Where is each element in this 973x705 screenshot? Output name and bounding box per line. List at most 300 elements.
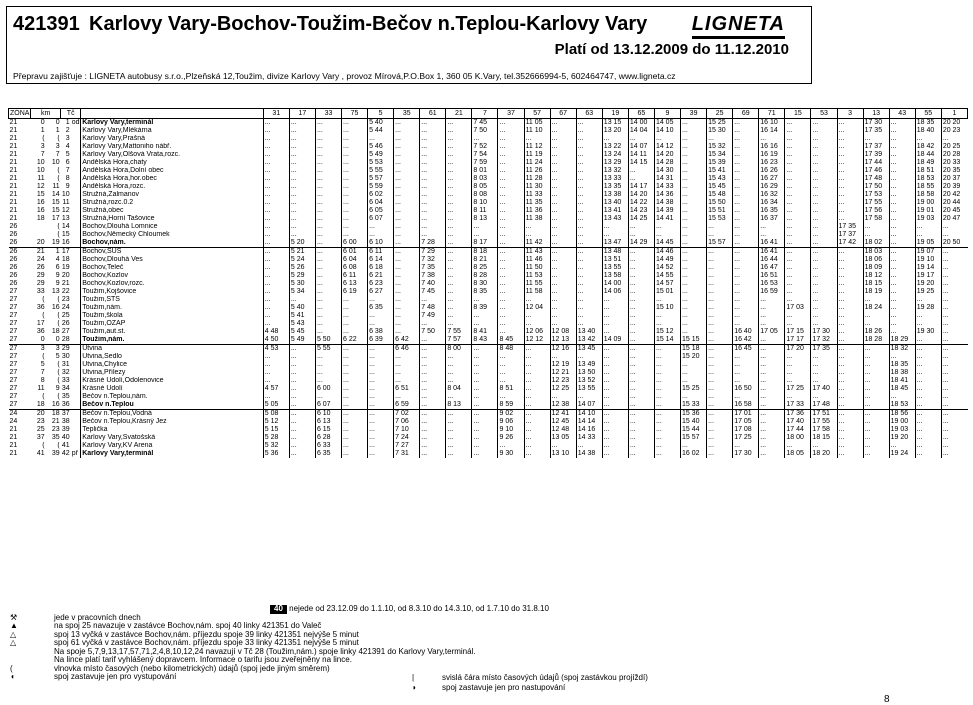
time-cell: ...: [837, 135, 863, 143]
zone-cell: 27: [9, 377, 18, 384]
time-cell: 7 24: [394, 434, 420, 442]
zone-cell: 21: [9, 183, 18, 190]
km-return-cell: 16: [46, 401, 61, 410]
time-cell: ...: [915, 353, 941, 361]
time-cell: 8 13: [446, 401, 472, 410]
time-cell: ...: [889, 231, 915, 239]
table-row: [9, 135, 968, 143]
time-cell: ...: [368, 296, 394, 304]
time-cell: ...: [420, 135, 446, 143]
time-cell: ...: [707, 353, 733, 361]
time-cell: ...: [759, 361, 785, 369]
time-cell: ...: [628, 418, 654, 426]
time-cell: ...: [628, 264, 654, 272]
time-cell: ...: [394, 191, 420, 199]
legend-symbol: △: [10, 629, 17, 639]
time-cell: 13 50: [576, 369, 602, 377]
time-cell: ...: [263, 296, 289, 304]
time-cell: 20 25: [941, 143, 967, 151]
table-row: [9, 353, 968, 361]
time-cell: ...: [576, 304, 602, 312]
time-cell: ...: [342, 207, 368, 215]
direction-cell: [71, 264, 81, 272]
tc-cell: 7: [65, 167, 70, 174]
time-cell: 17 20: [785, 345, 811, 354]
direction-cell: [71, 296, 81, 304]
zone-cell: 27: [9, 393, 18, 400]
time-cell: ...: [707, 280, 733, 288]
km-return-cell: 0: [55, 119, 60, 126]
time-cell: 20 45: [941, 207, 967, 215]
time-cell: 15 33: [681, 401, 707, 410]
time-cell: ...: [315, 119, 341, 128]
time-cell: 5 12: [263, 418, 289, 426]
direction-cell: [71, 191, 81, 199]
time-cell: 8 13: [472, 215, 498, 223]
table-row: [9, 215, 968, 223]
km-return-cell: 15: [51, 199, 60, 206]
time-cell: ...: [654, 401, 680, 410]
time-cell: 12 16: [550, 345, 576, 354]
time-cell: 18 20: [811, 450, 837, 458]
time-cell: 17 05: [733, 418, 759, 426]
time-cell: ...: [941, 223, 967, 231]
time-cell: 19 17: [915, 272, 941, 280]
time-cell: ...: [498, 442, 524, 450]
time-cell: ...: [602, 442, 628, 450]
time-cell: 17 53: [863, 191, 889, 199]
time-cell: ...: [394, 288, 420, 296]
time-cell: 5 49: [289, 336, 315, 345]
time-cell: ...: [837, 345, 863, 354]
time-cell: 6 10: [315, 410, 341, 419]
time-cell: ...: [446, 393, 472, 401]
stop-name: Útvina,Sedlo: [81, 353, 264, 361]
time-cell: ...: [420, 207, 446, 215]
time-cell: ...: [837, 191, 863, 199]
time-cell: ...: [446, 361, 472, 369]
km-cell: 26: [36, 264, 45, 271]
time-cell: ...: [941, 296, 967, 304]
time-cell: 6 07: [315, 401, 341, 410]
time-cell: ...: [628, 336, 654, 345]
time-cell: 19 00: [915, 199, 941, 207]
time-cell: 16 37: [759, 215, 785, 223]
stop-name: Karlovy Vary,Mlékárna: [81, 127, 264, 135]
time-cell: ...: [342, 450, 368, 458]
time-cell: 7 45: [420, 288, 446, 296]
time-cell: ...: [315, 264, 341, 272]
time-cell: ...: [394, 127, 420, 135]
time-cell: 17 35: [811, 345, 837, 354]
time-cell: 6 10: [368, 239, 394, 248]
time-cell: ...: [785, 377, 811, 385]
time-cell: ...: [315, 231, 341, 239]
time-cell: ...: [550, 442, 576, 450]
time-cell: ...: [733, 239, 759, 248]
time-cell: 7 50: [420, 328, 446, 336]
time-cell: ...: [628, 256, 654, 264]
km-cell: 8: [40, 377, 45, 384]
stop-name: Toužim,STS: [81, 296, 264, 304]
time-cell: 15 53: [707, 215, 733, 223]
time-cell: ...: [628, 377, 654, 385]
time-cell: ...: [941, 288, 967, 296]
time-cell: ...: [315, 151, 341, 159]
time-cell: ...: [576, 127, 602, 135]
time-cell: ...: [289, 159, 315, 167]
time-cell: 5 45: [289, 328, 315, 336]
time-cell: 6 00: [342, 239, 368, 248]
legend-text: svislá čára místo časových údajů (spoj zastávkou projíždí): [442, 673, 648, 682]
zone-cell: 27: [9, 361, 18, 368]
time-cell: ...: [368, 223, 394, 231]
km-return-cell: 23: [51, 426, 60, 433]
time-cell: 5 29: [289, 272, 315, 280]
stop-name: Bochov,Teleč: [81, 264, 264, 272]
time-cell: ...: [472, 345, 498, 354]
time-cell: ...: [654, 223, 680, 231]
time-cell: 7 48: [420, 304, 446, 312]
zone-cell: 26: [9, 248, 18, 255]
time-cell: ...: [889, 312, 915, 320]
time-cell: 13 52: [576, 377, 602, 385]
time-cell: 15 18: [681, 345, 707, 354]
time-cell: 14 41: [654, 215, 680, 223]
time-cell: ...: [889, 256, 915, 264]
time-cell: ...: [941, 401, 967, 410]
time-cell: ...: [263, 127, 289, 135]
time-cell: ...: [707, 377, 733, 385]
time-cell: ...: [576, 231, 602, 239]
table-row: [9, 320, 968, 328]
time-cell: 6 22: [342, 336, 368, 345]
time-cell: ...: [524, 223, 550, 231]
time-cell: ...: [420, 296, 446, 304]
time-cell: ...: [837, 175, 863, 183]
time-cell: ...: [315, 191, 341, 199]
time-cell: ...: [472, 296, 498, 304]
km-cell: 33: [36, 288, 45, 295]
time-cell: ...: [733, 175, 759, 183]
time-cell: 14 45: [654, 239, 680, 248]
time-cell: ...: [420, 231, 446, 239]
time-cell: 11 33: [524, 191, 550, 199]
time-cell: ...: [342, 175, 368, 183]
tc-cell: 24: [61, 304, 70, 311]
time-cell: ...: [576, 288, 602, 296]
time-cell: ...: [837, 426, 863, 434]
time-cell: ...: [420, 345, 446, 354]
tc-cell: 14: [61, 223, 70, 230]
time-cell: 8 01: [472, 167, 498, 175]
time-cell: ...: [654, 442, 680, 450]
direction-cell: [71, 377, 81, 385]
time-cell: ...: [498, 353, 524, 361]
stop-name: Bochov,Dlouhá Ves: [81, 256, 264, 264]
table-row: [9, 393, 968, 401]
km-return-cell: (: [57, 312, 60, 319]
time-cell: ...: [811, 135, 837, 143]
time-cell: 17 51: [811, 410, 837, 419]
time-cell: ...: [837, 361, 863, 369]
time-cell: ...: [368, 401, 394, 410]
time-cell: ...: [315, 207, 341, 215]
time-cell: ...: [472, 418, 498, 426]
time-cell: ...: [759, 304, 785, 312]
time-cell: ...: [446, 248, 472, 257]
time-cell: ...: [707, 231, 733, 239]
carrier-logo: LIGNETA: [692, 13, 785, 39]
stop-name: Karlovy Vary,Olšová Vrata,rozc.: [81, 151, 264, 159]
time-cell: ...: [394, 199, 420, 207]
time-cell: ...: [941, 353, 967, 361]
time-cell: 13 48: [602, 248, 628, 257]
direction-cell: [71, 183, 81, 191]
time-cell: 11 30: [524, 183, 550, 191]
direction-cell: [71, 151, 81, 159]
time-cell: 16 51: [759, 272, 785, 280]
time-cell: 16 41: [759, 239, 785, 248]
time-cell: ...: [811, 167, 837, 175]
stop-name: Bochov,nám.: [81, 239, 264, 248]
km-return-cell: (: [57, 369, 60, 376]
time-cell: 18 42: [915, 143, 941, 151]
time-cell: ...: [707, 288, 733, 296]
time-cell: 14 22: [628, 199, 654, 207]
time-cell: ...: [602, 231, 628, 239]
time-cell: 11 55: [524, 280, 550, 288]
time-cell: ...: [837, 288, 863, 296]
time-cell: ...: [342, 353, 368, 361]
table-row: [9, 328, 968, 336]
tc-cell: 21: [61, 280, 70, 287]
time-cell: ...: [315, 143, 341, 151]
time-cell: ...: [681, 143, 707, 151]
time-cell: 8 39: [472, 304, 498, 312]
time-cell: 17 25: [785, 385, 811, 393]
time-cell: 15 57: [707, 239, 733, 248]
time-cell: ...: [289, 385, 315, 393]
time-cell: ...: [837, 264, 863, 272]
time-cell: 18 53: [915, 175, 941, 183]
time-cell: ...: [498, 215, 524, 223]
time-cell: ...: [576, 264, 602, 272]
zone-cell: 26: [9, 223, 18, 230]
time-cell: ...: [785, 248, 811, 257]
table-row: [9, 167, 968, 175]
table-row: [9, 369, 968, 377]
table-row: [9, 361, 968, 369]
time-cell: 17 25: [733, 434, 759, 442]
time-cell: ...: [602, 345, 628, 354]
time-cell: ...: [315, 369, 341, 377]
time-cell: ...: [654, 426, 680, 434]
time-cell: ...: [446, 199, 472, 207]
time-cell: ...: [941, 369, 967, 377]
time-cell: ...: [498, 239, 524, 248]
col-trip: 39: [681, 109, 707, 119]
tc-cell: 22: [61, 288, 70, 295]
time-cell: ...: [889, 199, 915, 207]
time-cell: ...: [576, 320, 602, 328]
km-cell: 21: [36, 248, 45, 255]
time-cell: ...: [837, 328, 863, 336]
time-cell: ...: [315, 183, 341, 191]
time-cell: ...: [446, 369, 472, 377]
col-trip: 65: [628, 109, 654, 119]
tc-cell: 2: [65, 127, 70, 134]
time-cell: ...: [289, 135, 315, 143]
time-cell: 18 38: [889, 369, 915, 377]
time-cell: ...: [837, 143, 863, 151]
time-cell: ...: [837, 353, 863, 361]
time-cell: 12 41: [550, 410, 576, 419]
time-cell: 6 27: [368, 288, 394, 296]
time-cell: ...: [681, 135, 707, 143]
zone-cell: 21: [9, 151, 18, 158]
time-cell: 17 58: [811, 426, 837, 434]
time-cell: 18 56: [889, 410, 915, 419]
zone-cell: 24: [9, 410, 18, 417]
km-return-cell: 9: [55, 385, 60, 392]
time-cell: ...: [811, 127, 837, 135]
time-cell: ...: [628, 426, 654, 434]
time-cell: 14 20: [654, 151, 680, 159]
time-cell: 6 11: [342, 272, 368, 280]
time-cell: ...: [785, 239, 811, 248]
time-cell: ...: [498, 223, 524, 231]
time-cell: ...: [785, 175, 811, 183]
time-cell: ...: [342, 401, 368, 410]
time-cell: ...: [498, 135, 524, 143]
time-cell: ...: [811, 215, 837, 223]
time-cell: ...: [681, 328, 707, 336]
time-cell: ...: [681, 256, 707, 264]
time-cell: ...: [394, 361, 420, 369]
time-cell: ...: [759, 345, 785, 354]
time-cell: ...: [394, 183, 420, 191]
time-cell: 15 10: [654, 304, 680, 312]
time-cell: ...: [524, 385, 550, 393]
time-cell: ...: [837, 312, 863, 320]
time-cell: ...: [394, 393, 420, 401]
time-cell: ...: [263, 159, 289, 167]
time-cell: 20 35: [941, 167, 967, 175]
time-cell: ...: [681, 312, 707, 320]
km-return-cell: (: [57, 393, 60, 400]
direction-cell: [71, 199, 81, 207]
km-return-cell: 21: [51, 418, 60, 425]
time-cell: ...: [785, 280, 811, 288]
time-cell: ...: [628, 369, 654, 377]
time-cell: 16 42: [733, 336, 759, 345]
time-cell: 17 39: [863, 151, 889, 159]
time-cell: ...: [315, 248, 341, 257]
time-cell: 14 00: [602, 280, 628, 288]
time-cell: ...: [889, 272, 915, 280]
time-cell: 11 58: [524, 288, 550, 296]
time-cell: 5 57: [368, 175, 394, 183]
time-cell: 8 17: [472, 239, 498, 248]
stop-name: Karlovy Vary,Svatošská: [81, 434, 264, 442]
time-cell: ...: [446, 377, 472, 385]
time-cell: ...: [785, 119, 811, 128]
time-cell: ...: [420, 199, 446, 207]
time-cell: ...: [785, 151, 811, 159]
time-cell: 19 28: [915, 304, 941, 312]
table-row: [9, 191, 968, 199]
time-cell: ...: [498, 183, 524, 191]
time-cell: 18 58: [915, 191, 941, 199]
time-cell: 11 53: [524, 272, 550, 280]
time-cell: ...: [315, 256, 341, 264]
time-cell: 16 35: [759, 207, 785, 215]
time-cell: 12 13: [550, 336, 576, 345]
km-return-cell: 7: [55, 151, 60, 158]
time-cell: 15 36: [681, 410, 707, 419]
tc-cell: 25: [61, 312, 70, 319]
time-cell: ...: [811, 369, 837, 377]
time-cell: 16 53: [759, 280, 785, 288]
time-cell: ...: [576, 175, 602, 183]
time-cell: ...: [498, 288, 524, 296]
time-cell: ...: [681, 183, 707, 191]
time-cell: ...: [550, 135, 576, 143]
time-cell: 18 09: [863, 264, 889, 272]
time-cell: ...: [263, 223, 289, 231]
time-cell: ...: [785, 215, 811, 223]
col-trip: 1: [941, 109, 967, 119]
table-row: [9, 336, 968, 345]
tc-cell: 39: [61, 426, 70, 433]
time-cell: 6 46: [394, 345, 420, 354]
time-cell: 7 45: [472, 119, 498, 128]
time-cell: ...: [915, 361, 941, 369]
time-cell: ...: [681, 175, 707, 183]
time-cell: 14 14: [576, 418, 602, 426]
time-cell: ...: [837, 369, 863, 377]
time-cell: ...: [602, 434, 628, 442]
time-cell: 18 05: [785, 450, 811, 458]
time-cell: ...: [498, 361, 524, 369]
time-cell: 14 33: [576, 434, 602, 442]
time-cell: ...: [941, 442, 967, 450]
time-cell: 18 15: [811, 434, 837, 442]
time-cell: 9 06: [498, 418, 524, 426]
time-cell: ...: [889, 135, 915, 143]
stop-name: Bečov n.Teplou: [81, 401, 264, 410]
time-cell: 11 28: [524, 175, 550, 183]
time-cell: ...: [289, 434, 315, 442]
time-cell: ...: [707, 393, 733, 401]
time-cell: 7 02: [394, 410, 420, 419]
col-trip: 35: [394, 109, 420, 119]
time-cell: 16 44: [759, 256, 785, 264]
time-cell: 18 49: [915, 159, 941, 167]
time-cell: ...: [681, 288, 707, 296]
time-cell: ...: [420, 401, 446, 410]
time-cell: ...: [785, 191, 811, 199]
time-cell: ...: [811, 191, 837, 199]
time-cell: ...: [446, 450, 472, 458]
tc-cell: 15: [61, 231, 70, 238]
stop-name: Toužim,Kojšovice: [81, 288, 264, 296]
time-cell: ...: [550, 312, 576, 320]
time-cell: ...: [863, 450, 889, 458]
time-cell: ...: [628, 304, 654, 312]
table-row: [9, 239, 968, 248]
